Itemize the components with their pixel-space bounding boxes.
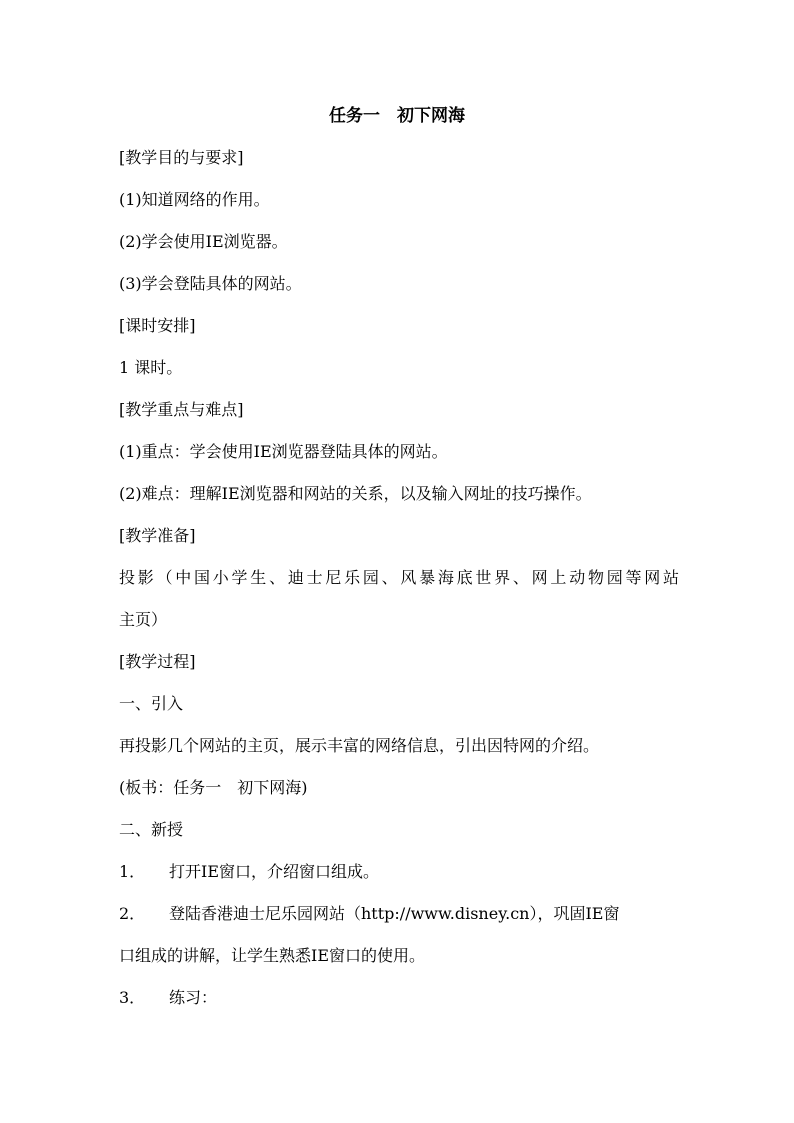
step-2-text-line-1: 登陆香港迪士尼乐园网站（http://www.disney.cn），巩固IE窗: [169, 904, 620, 923]
step-3: [119, 986, 679, 1010]
schedule-heading: [课时安排]: [119, 316, 196, 335]
step-3-text: 练习：: [169, 988, 218, 1007]
step-2-text-line-2: 口组成的讲解，让学生熟悉IE窗口的使用。: [119, 946, 426, 965]
part2-heading: 二、新授: [119, 820, 184, 839]
key-point-1: (1)重点：学会使用IE浏览器登陆具体的网站。: [119, 442, 448, 461]
goals-heading: [教学目的与要求]: [119, 148, 244, 167]
step-1: [119, 860, 679, 884]
preparation-text-line-2: 主页）: [119, 610, 168, 629]
goal-item-2: (2)学会使用IE浏览器。: [119, 232, 288, 251]
goal-item-3: (3)学会登陆具体的网站。: [119, 274, 302, 293]
schedule-text: 1 课时。: [119, 358, 183, 377]
process-heading: [教学过程]: [119, 652, 196, 671]
part1-board-note: (板书：任务一 初下网海): [119, 778, 308, 797]
step-2: [119, 902, 679, 926]
key-point-2: (2)难点：理解IE浏览器和网站的关系，以及输入网址的技巧操作。: [119, 484, 592, 503]
preparation-text-line-1: 投影（中国小学生、迪士尼乐园、风暴海底世界、网上动物园等网站: [119, 568, 679, 587]
preparation-heading: [教学准备]: [119, 526, 196, 545]
step-3-number: 3．: [119, 988, 146, 1007]
part1-heading: 一、引入: [119, 694, 184, 713]
step-1-number: 1．: [119, 862, 146, 881]
part1-text: 再投影几个网站的主页，展示丰富的网络信息，引出因特网的介绍。: [119, 736, 600, 755]
page-title: 任务一 初下网海: [329, 106, 465, 126]
step-1-text: 打开IE窗口，介绍窗口组成。: [169, 862, 380, 881]
goal-item-1: (1)知道网络的作用。: [119, 190, 270, 209]
step-2-number: 2．: [119, 904, 146, 923]
key-points-heading: [教学重点与难点]: [119, 400, 244, 419]
